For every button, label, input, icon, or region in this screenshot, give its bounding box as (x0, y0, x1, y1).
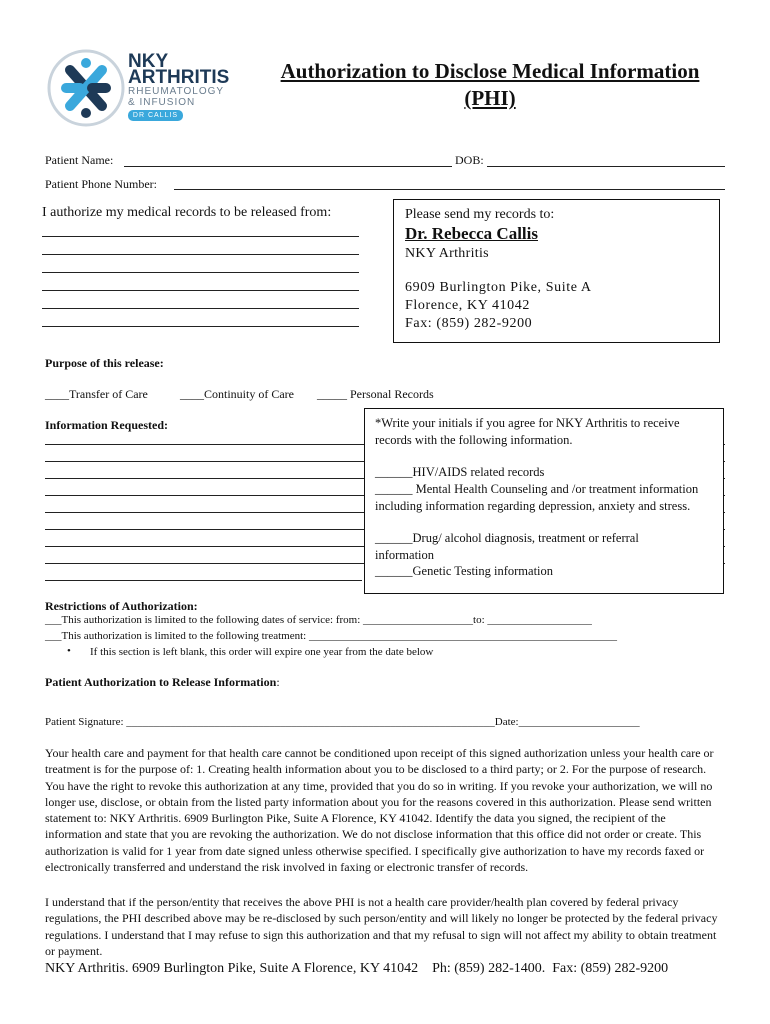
page-title (255, 58, 725, 112)
send-to-label: Please send my records to: (405, 207, 555, 222)
logo-name-line1: NKY (128, 51, 169, 72)
logo-mark-icon (46, 48, 126, 128)
info-requested-heading: Information Requested: (45, 418, 168, 432)
logo (46, 48, 236, 128)
logo-sub-line1: RHEUMATOLOGY (128, 86, 225, 97)
restriction-dates[interactable]: ___This authorization is limited to the following dates of service: from: ____________________to: ___________________ (45, 614, 592, 626)
logo-name-line2: ARTHRITIS (128, 67, 230, 88)
release-from-line[interactable] (42, 272, 359, 273)
practice-street: 6909 Burlington Pike, Suite A (405, 280, 592, 295)
purpose-option-transfer[interactable]: ____Transfer of Care (45, 387, 148, 401)
authorization-heading (45, 675, 280, 690)
release-from-line[interactable] (42, 308, 359, 309)
restriction-note: If this section is left blank, this order will expire one year from the date below (90, 646, 434, 658)
dob-field[interactable] (487, 166, 725, 167)
initials-item-hiv[interactable]: ______HIV/AIDS related records (375, 465, 545, 479)
footer-contact: NKY Arthritis. 6909 Burlington Pike, Suite A Florence, KY 41042 Ph: (859) 282-1400. Fax: (859) 282-9200 (45, 961, 669, 976)
signature-line[interactable]: Patient Signature: ___________________________________________________________________Date:______________________ (45, 716, 640, 728)
dob-label: DOB: (455, 153, 484, 167)
release-from-label: I authorize my medical records to be released from: (42, 205, 332, 220)
initials-item-genetic[interactable]: ______Genetic Testing information (375, 564, 554, 578)
doctor-name: Dr. Rebecca Callis (405, 224, 538, 243)
practice-fax: Fax: (859) 282-9200 (405, 316, 533, 331)
logo-badge: DR CALLIS (128, 110, 183, 121)
patient-name-label: Patient Name: (45, 153, 114, 167)
title-line1: Authorization to Disclose Medical Information (280, 59, 700, 83)
title-line2: (PHI) (464, 86, 516, 110)
purpose-option-personal[interactable]: _____ Personal Records (317, 387, 434, 401)
authorization-heading-colon: : (276, 675, 280, 689)
initials-item-mental-health[interactable]: ______ Mental Health Counseling and /or treatment information including information regarding depression, anxiety and stress. (375, 482, 699, 513)
authorization-heading-text: Patient Authorization to Release Information (45, 675, 277, 689)
practice-name: NKY Arthritis (405, 246, 489, 261)
bullet-icon: • (67, 645, 71, 657)
initials-item-drug-alcohol[interactable]: ______Drug/ alcohol diagnosis, treatment or referral information (375, 531, 639, 562)
initials-intro: *Write your initials if you agree for NKY Arthritis to receive records with the following information. (375, 416, 680, 447)
legal-paragraph-1: Your health care and payment for that health care cannot be conditioned upon receipt of this signed authorization unless your health care or treatment is for the purpose of: 1. Creating health information about you to be disclosed to a third party; or 2. For the purpose of research. You have the right to revoke this authorization at any time, provided that you do so in writing. If you revoke your authorization, we will no longer use, disclose, or obtain from the listed party information about you for the reasons covered in this authorization. Please send written statement to: NKY Arthritis. 6909 Burlington Pike, Suite A Florence, KY 41042. Identify the data you signed, the recipient of the information and state that you are revoking the authorization. We do not disclose information that this office did not order or create. This authorization is valid for 1 year from date signed unless otherwise specified. I specifically give authorization to have my records faxed or electronically transferred and understand the risk involved in faxing or electronic transfer of records. (45, 746, 714, 875)
logo-sub-line2: & INFUSION (128, 97, 196, 108)
phone-label: Patient Phone Number: (45, 177, 157, 191)
practice-city: Florence, KY 41042 (405, 298, 530, 313)
release-from-line[interactable] (42, 326, 359, 327)
legal-paragraph-2: I understand that if the person/entity that receives the above PHI is not a health care provider/health plan covered by federal privacy regulations, the PHI described above may be re-disclosed by such person/entity and will likely no longer be protected by the federal privacy regulations. I understand that I may refuse to sign this authorization and that my refusal to sign will not affect my ability to obtain treatment or payment. (45, 895, 718, 958)
patient-name-field[interactable] (124, 166, 452, 167)
initials-box (364, 408, 724, 594)
info-requested-line[interactable] (45, 580, 362, 581)
purpose-heading: Purpose of this release: (45, 356, 164, 370)
release-from-line[interactable] (42, 236, 359, 237)
release-from-line[interactable] (42, 290, 359, 291)
restrictions-heading: Restrictions of Authorization: (45, 599, 198, 613)
release-from-line[interactable] (42, 254, 359, 255)
phone-field[interactable] (174, 189, 725, 190)
send-to-box (393, 199, 720, 343)
restriction-treatment[interactable]: ___This authorization is limited to the following treatment: ________________________________________________________ (45, 630, 617, 642)
purpose-option-continuity[interactable]: ____Continuity of Care (180, 387, 294, 401)
